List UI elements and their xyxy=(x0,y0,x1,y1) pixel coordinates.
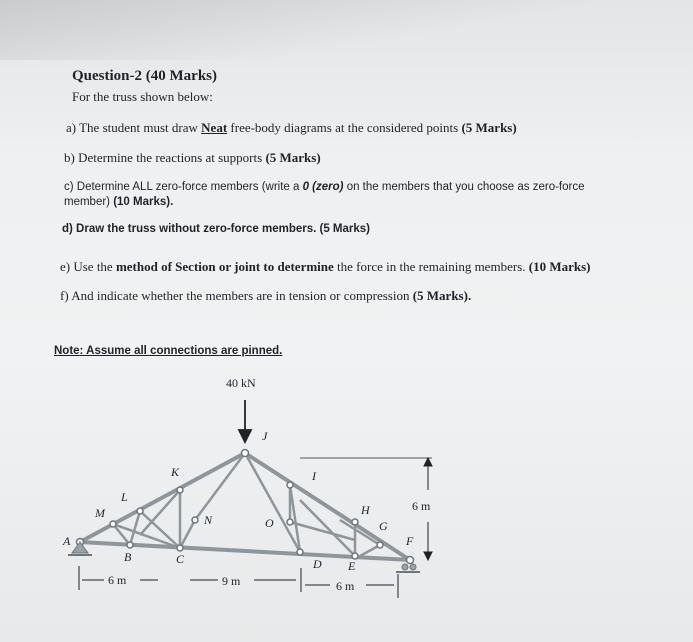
item-f-marks: (5 Marks). xyxy=(412,288,472,303)
item-c-text-a: c) Determine ALL zero-force members (write a xyxy=(64,181,303,193)
member-nc xyxy=(180,520,195,548)
joint-j xyxy=(242,450,249,457)
joint-i xyxy=(287,482,293,488)
label-l: L xyxy=(121,490,128,504)
label-g: G xyxy=(379,519,388,533)
label-a: A xyxy=(63,534,71,548)
item-e-prefix: e) Use the xyxy=(60,259,116,274)
right-top-chord xyxy=(245,453,410,560)
dim-label-6m-right: 6 m xyxy=(336,579,355,593)
label-h: H xyxy=(361,503,370,517)
joint-k xyxy=(177,487,183,493)
item-a-marks: (5 Marks) xyxy=(461,120,517,135)
item-e-text: the force in the remaining members. xyxy=(333,259,529,274)
joint-f xyxy=(407,557,414,564)
joint-d xyxy=(297,549,303,555)
note: Note: Assume all connections are pinned. xyxy=(54,345,283,357)
item-c-marks: (10 Marks). xyxy=(113,196,174,208)
item-c-text-b: on the members that you choose as zero-force xyxy=(343,181,585,193)
label-d: D xyxy=(313,557,322,571)
roller-f-left xyxy=(402,564,408,570)
height-arrow-down xyxy=(424,552,432,560)
label-k: K xyxy=(171,465,180,479)
label-o: O xyxy=(265,516,274,530)
joint-g xyxy=(377,542,383,548)
dim-label-9m: 9 m xyxy=(222,574,241,588)
label-j: J xyxy=(262,429,268,443)
member-hg xyxy=(340,520,380,545)
joint-n xyxy=(192,517,198,523)
height-label: 6 m xyxy=(412,499,431,513)
load-label: 40 kN xyxy=(226,376,256,390)
item-a-text: free-body diagrams at the considered points xyxy=(227,120,462,135)
height-arrow-up xyxy=(424,458,432,466)
label-f: F xyxy=(406,534,414,548)
joint-b xyxy=(127,542,133,548)
left-top-chord xyxy=(80,453,245,542)
label-b: B xyxy=(124,550,132,564)
item-b-marks: (5 Marks) xyxy=(265,150,321,165)
question-number: Question-2 xyxy=(72,68,143,84)
joint-m xyxy=(110,521,116,527)
item-b-text: b) Determine the reactions at supports xyxy=(64,150,266,165)
joint-l xyxy=(137,508,143,514)
question-intro: For the truss shown below: xyxy=(72,89,213,104)
item-a-prefix: a) The student must draw xyxy=(66,120,202,135)
dim-label-6m-left: 6 m xyxy=(108,573,127,587)
item-e-emphasis: method of Section or joint to determine xyxy=(115,259,334,274)
member-jn xyxy=(195,453,245,520)
label-i: I xyxy=(312,469,316,483)
label-e: E xyxy=(348,559,356,573)
joint-c xyxy=(177,545,183,551)
load-arrowhead xyxy=(239,430,251,442)
joint-h xyxy=(352,519,358,525)
label-m: M xyxy=(95,506,105,520)
item-a-emphasis: Neat xyxy=(201,120,228,135)
joint-o xyxy=(287,519,293,525)
item-c-zero: 0 (zero) xyxy=(302,181,344,193)
label-c: C xyxy=(176,552,185,566)
item-e-marks: (10 Marks) xyxy=(528,259,591,274)
item-c-line2-text: member) xyxy=(64,196,114,208)
item-f-text: f) And indicate whether the members are in tension or compression xyxy=(60,288,413,303)
roller-f-right xyxy=(410,564,416,570)
label-n: N xyxy=(204,513,213,527)
item-d: d) Draw the truss without zero-force members. (5 Marks) xyxy=(62,223,371,235)
question-marks: (40 Marks) xyxy=(145,68,218,84)
